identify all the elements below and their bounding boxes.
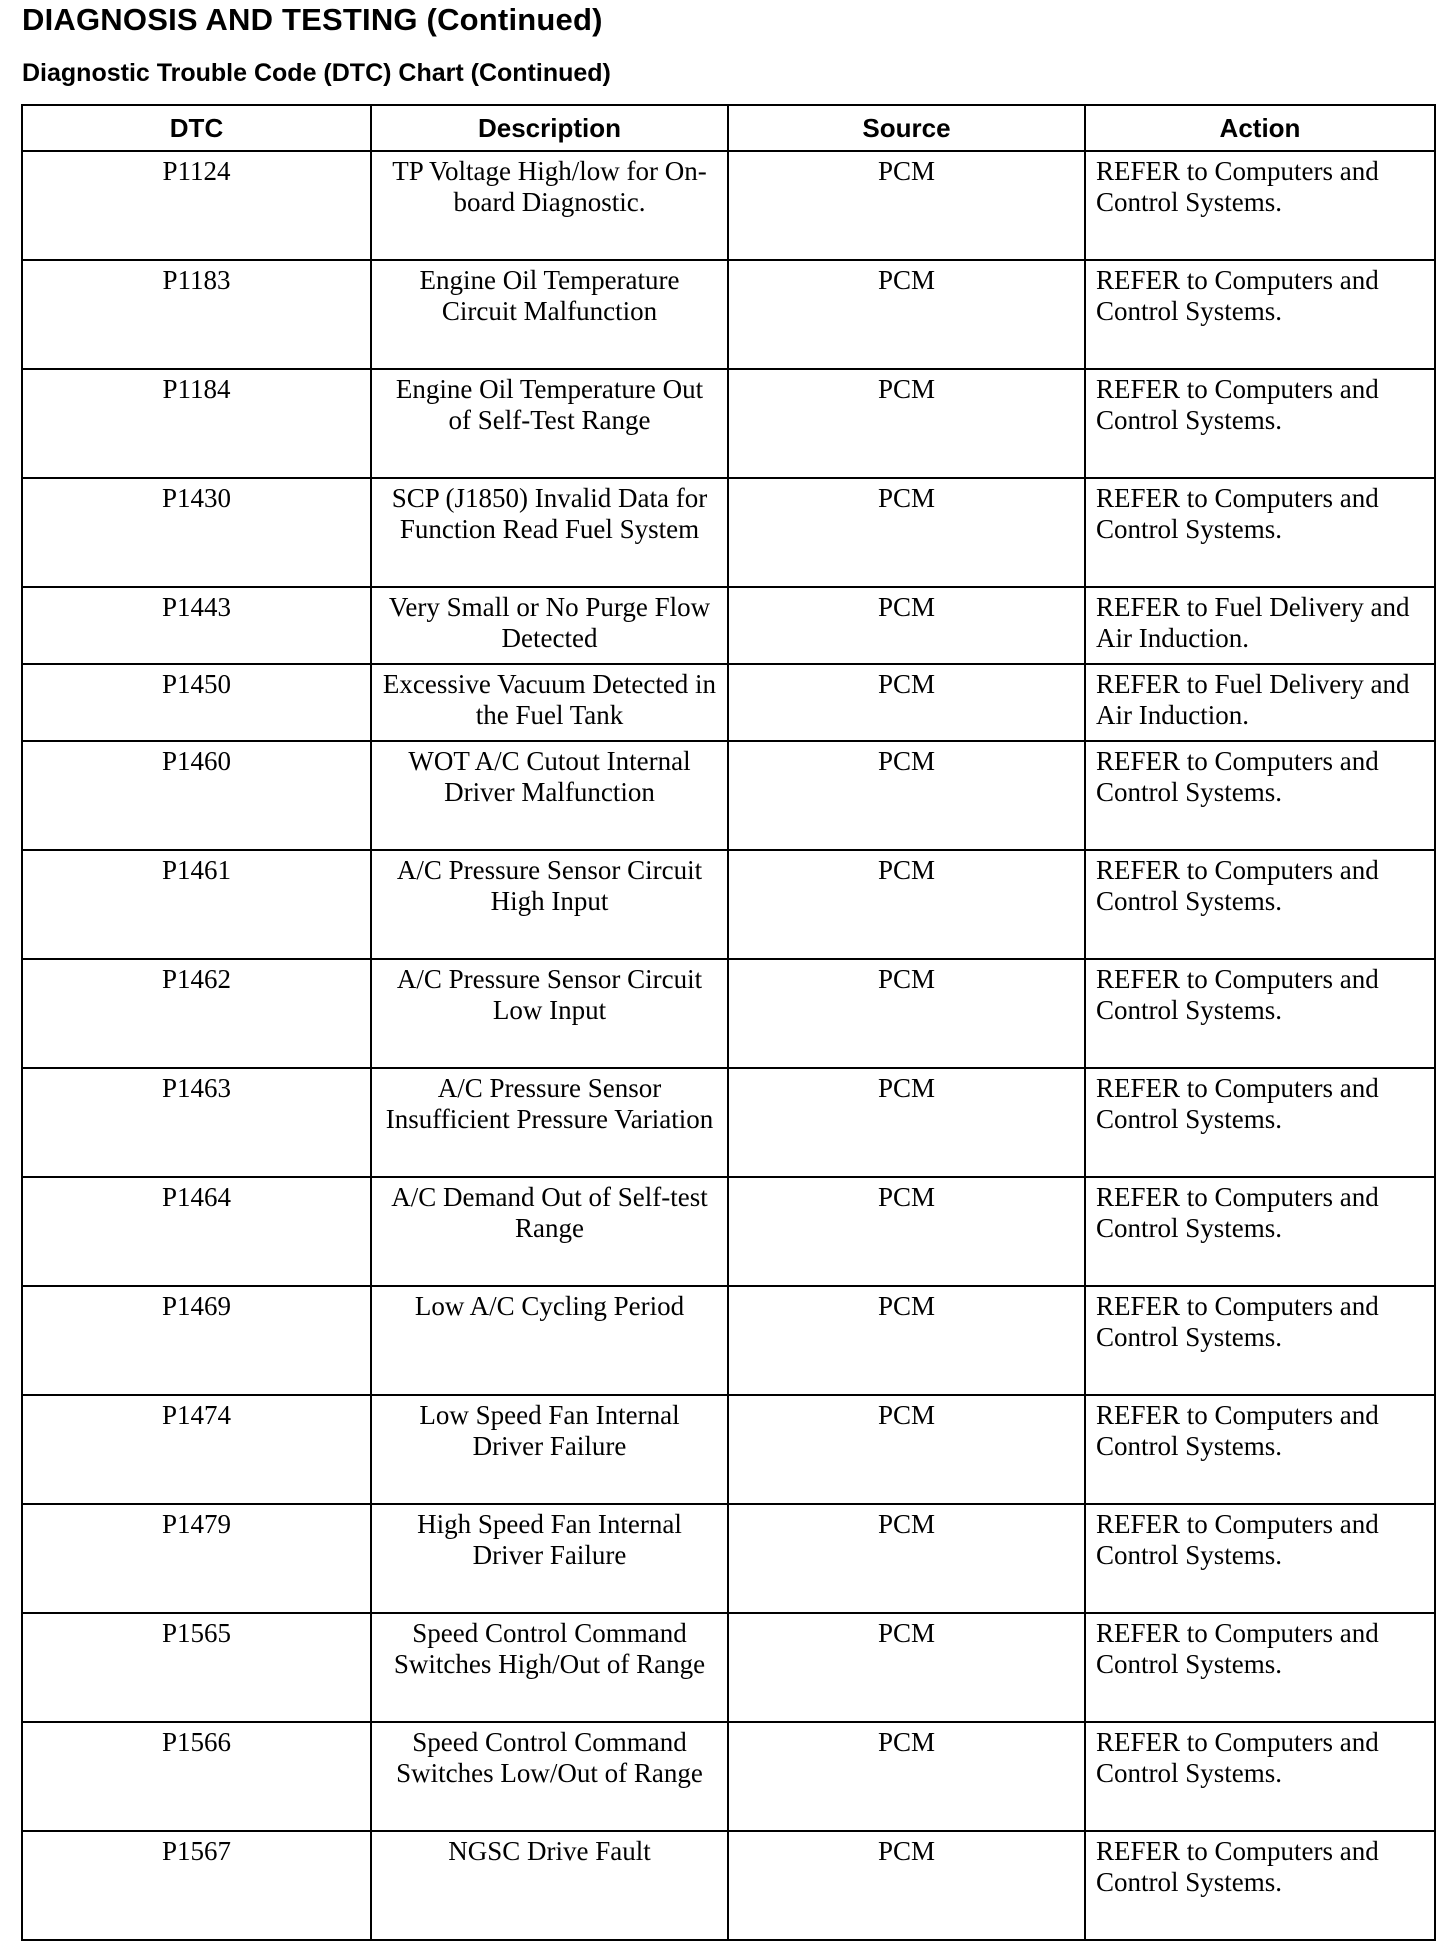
column-header-description: Description [371,105,728,151]
dtc-description: Low A/C Cycling Period [371,1286,728,1395]
page-title: DIAGNOSIS AND TESTING (Continued) [22,2,603,37]
dtc-code: P1469 [22,1286,371,1395]
dtc-source: PCM [728,741,1085,850]
dtc-code: P1450 [22,664,371,741]
dtc-description: A/C Pressure Sensor Circuit Low Input [371,959,728,1068]
dtc-source: PCM [728,959,1085,1068]
dtc-source: PCM [728,1395,1085,1504]
chart-title: Diagnostic Trouble Code (DTC) Chart (Continued) [22,59,611,87]
dtc-source: PCM [728,1068,1085,1177]
dtc-action: REFER to Computers and Control Systems. [1085,1504,1435,1613]
dtc-source: PCM [728,1722,1085,1831]
dtc-source: PCM [728,1613,1085,1722]
table-row [22,1177,1435,1286]
dtc-code: P1460 [22,741,371,850]
dtc-description: High Speed Fan Internal Driver Failure [371,1504,728,1613]
table-row [22,1722,1435,1831]
dtc-source: PCM [728,587,1085,664]
table-row [22,369,1435,478]
table-row [22,1068,1435,1177]
dtc-description: Very Small or No Purge Flow Detected [371,587,728,664]
column-header-source: Source [728,105,1085,151]
table-row [22,1831,1435,1940]
dtc-action: REFER to Computers and Control Systems. [1085,369,1435,478]
dtc-description: Low Speed Fan Internal Driver Failure [371,1395,728,1504]
dtc-source: PCM [728,260,1085,369]
dtc-action: REFER to Computers and Control Systems. [1085,959,1435,1068]
table-row [22,1286,1435,1395]
table-row [22,151,1435,260]
dtc-description: A/C Pressure Sensor Insufficient Pressure Variation [371,1068,728,1177]
dtc-description: A/C Pressure Sensor Circuit High Input [371,850,728,959]
dtc-description: NGSC Drive Fault [371,1831,728,1940]
dtc-action: REFER to Computers and Control Systems. [1085,741,1435,850]
dtc-description: Engine Oil Temperature Out of Self-Test Range [371,369,728,478]
dtc-table [21,104,1436,1941]
dtc-description: SCP (J1850) Invalid Data for Function Read Fuel System [371,478,728,587]
dtc-description: Excessive Vacuum Detected in the Fuel Tank [371,664,728,741]
table-row [22,478,1435,587]
dtc-code: P1566 [22,1722,371,1831]
dtc-code: P1464 [22,1177,371,1286]
dtc-code: P1479 [22,1504,371,1613]
dtc-description: WOT A/C Cutout Internal Driver Malfunction [371,741,728,850]
dtc-description: Engine Oil Temperature Circuit Malfunction [371,260,728,369]
dtc-code: P1124 [22,151,371,260]
column-header-action: Action [1085,105,1435,151]
dtc-source: PCM [728,478,1085,587]
dtc-action: REFER to Computers and Control Systems. [1085,1286,1435,1395]
dtc-code: P1462 [22,959,371,1068]
table-row [22,850,1435,959]
table-row [22,1395,1435,1504]
dtc-action: REFER to Fuel Delivery and Air Induction. [1085,587,1435,664]
table-row [22,1504,1435,1613]
dtc-source: PCM [728,369,1085,478]
dtc-code: P1474 [22,1395,371,1504]
dtc-action: REFER to Computers and Control Systems. [1085,1177,1435,1286]
dtc-description: A/C Demand Out of Self-test Range [371,1177,728,1286]
dtc-code: P1567 [22,1831,371,1940]
dtc-code: P1184 [22,369,371,478]
dtc-action: REFER to Computers and Control Systems. [1085,478,1435,587]
dtc-action: REFER to Computers and Control Systems. [1085,1831,1435,1940]
table-row [22,664,1435,741]
dtc-code: P1443 [22,587,371,664]
dtc-description: Speed Control Command Switches Low/Out of Range [371,1722,728,1831]
header-row [22,105,1435,151]
table-row [22,741,1435,850]
dtc-source: PCM [728,850,1085,959]
dtc-code: P1183 [22,260,371,369]
dtc-description: TP Voltage High/low for On-board Diagnostic. [371,151,728,260]
dtc-code: P1461 [22,850,371,959]
dtc-action: REFER to Computers and Control Systems. [1085,1395,1435,1504]
table-row [22,260,1435,369]
column-header-dtc: DTC [22,105,371,151]
dtc-description: Speed Control Command Switches High/Out of Range [371,1613,728,1722]
dtc-source: PCM [728,1177,1085,1286]
dtc-source: PCM [728,151,1085,260]
dtc-action: REFER to Computers and Control Systems. [1085,151,1435,260]
dtc-source: PCM [728,1504,1085,1613]
dtc-source: PCM [728,1286,1085,1395]
dtc-source: PCM [728,1831,1085,1940]
dtc-action: REFER to Fuel Delivery and Air Induction. [1085,664,1435,741]
table-row [22,587,1435,664]
dtc-action: REFER to Computers and Control Systems. [1085,1613,1435,1722]
dtc-source: PCM [728,664,1085,741]
dtc-action: REFER to Computers and Control Systems. [1085,1068,1435,1177]
table-row [22,1613,1435,1722]
dtc-action: REFER to Computers and Control Systems. [1085,850,1435,959]
dtc-code: P1463 [22,1068,371,1177]
table-row [22,959,1435,1068]
dtc-action: REFER to Computers and Control Systems. [1085,1722,1435,1831]
dtc-code: P1565 [22,1613,371,1722]
dtc-action: REFER to Computers and Control Systems. [1085,260,1435,369]
dtc-code: P1430 [22,478,371,587]
